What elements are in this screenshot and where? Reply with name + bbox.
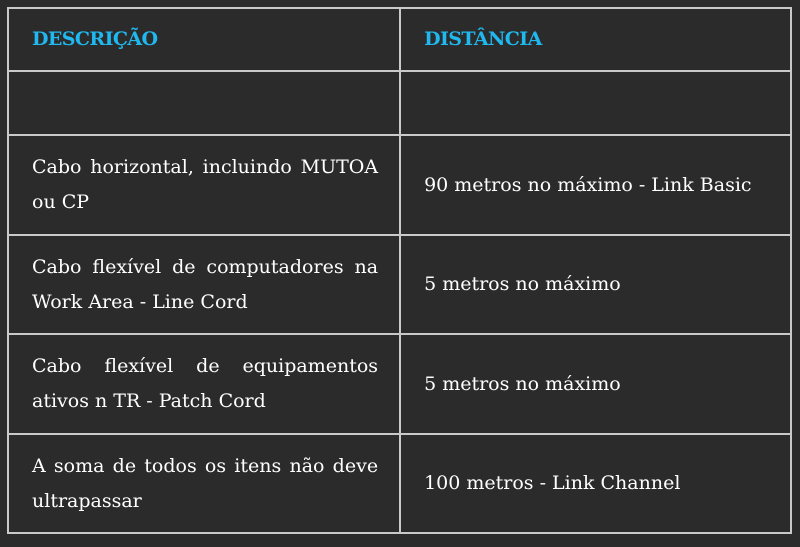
table-row	[8, 434, 791, 533]
cell-distancia	[400, 71, 791, 135]
table-header-row	[8, 8, 791, 71]
cell-distancia: 5 metros no máximo	[400, 235, 791, 334]
table-row-empty	[8, 71, 791, 135]
cell-descricao: A soma de todos os itens não deve ultrapassar	[8, 434, 400, 533]
distance-table	[7, 7, 792, 534]
cell-descricao: Cabo flexível de equipamentos ativos n TR - Patch Cord	[8, 334, 400, 434]
header-distancia: DISTÂNCIA	[400, 8, 791, 71]
cell-descricao	[8, 71, 400, 135]
table-row	[8, 135, 791, 235]
cell-distancia: 5 metros no máximo	[400, 334, 791, 434]
table-row	[8, 334, 791, 434]
cell-distancia: 100 metros - Link Channel	[400, 434, 791, 533]
cell-distancia: 90 metros no máximo - Link Basic	[400, 135, 791, 235]
cell-descricao: Cabo horizontal, incluindo MUTOA ou CP	[8, 135, 400, 235]
table-row	[8, 235, 791, 334]
header-descricao: DESCRIÇÃO	[8, 8, 400, 71]
cell-descricao: Cabo flexível de computadores na Work Area - Line Cord	[8, 235, 400, 334]
